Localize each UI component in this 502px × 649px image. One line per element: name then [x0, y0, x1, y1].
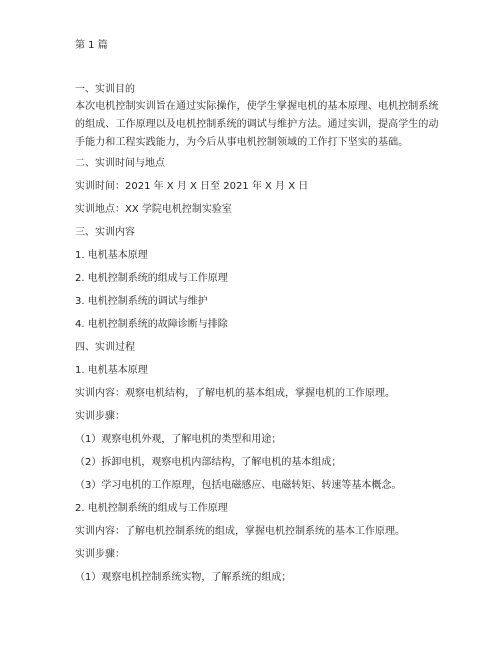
step-item: （2）拆卸电机，观察电机内部结构，了解电机的基本组成； [75, 457, 342, 468]
process-heading: 四、实训过程 [75, 342, 135, 353]
content-item: 3. 电机控制系统的调试与维护 [75, 296, 208, 307]
steps-label: 实训步骤： [75, 549, 125, 560]
objective-line: 的组成、工作原理以及电机控制系统的调试与维护方法。通过实训，提高学生的动 [75, 119, 439, 130]
step-item: （1）观察电机控制系统实物，了解系统的组成； [75, 572, 292, 583]
content-item: 2. 电机控制系统的组成与工作原理 [75, 273, 228, 284]
content-item: 1. 电机基本原理 [75, 250, 148, 261]
place-line: 实训地点：XX 学院电机控制实验室 [75, 204, 232, 215]
step-item: （3）学习电机的工作原理，包括电磁感应、电磁转矩、转速等基本概念。 [75, 480, 402, 491]
time-place-heading: 二、实训时间与地点 [75, 158, 165, 169]
content-item: 4. 电机控制系统的故障诊断与排除 [75, 319, 228, 330]
process-subheading: 1. 电机基本原理 [75, 365, 148, 376]
objective-line: 本次电机控制实训旨在通过实际操作，使学生掌握电机的基本原理、电机控制系统 [75, 101, 439, 112]
time-line: 实训时间：2021 年 X 月 X 日至 2021 年 X 月 X 日 [75, 181, 309, 192]
objective-line: 手能力和工程实践能力，为今后从事电机控制领域的工作打下坚实的基础。 [75, 137, 409, 148]
process-subheading: 2. 电机控制系统的组成与工作原理 [75, 503, 228, 514]
objective-heading: 一、实训目的 [75, 84, 135, 95]
steps-label: 实训步骤： [75, 411, 125, 422]
process-content: 实训内容：观察电机结构，了解电机的基本组成，掌握电机的工作原理。 [75, 388, 395, 399]
content-heading: 三、实训内容 [75, 227, 135, 238]
step-item: （1）观察电机外观，了解电机的类型和用途； [75, 434, 282, 445]
part-label: 第 1 篇 [75, 40, 108, 51]
process-content: 实训内容：了解电机控制系统的组成，掌握电机控制系统的基本工作原理。 [75, 526, 405, 537]
